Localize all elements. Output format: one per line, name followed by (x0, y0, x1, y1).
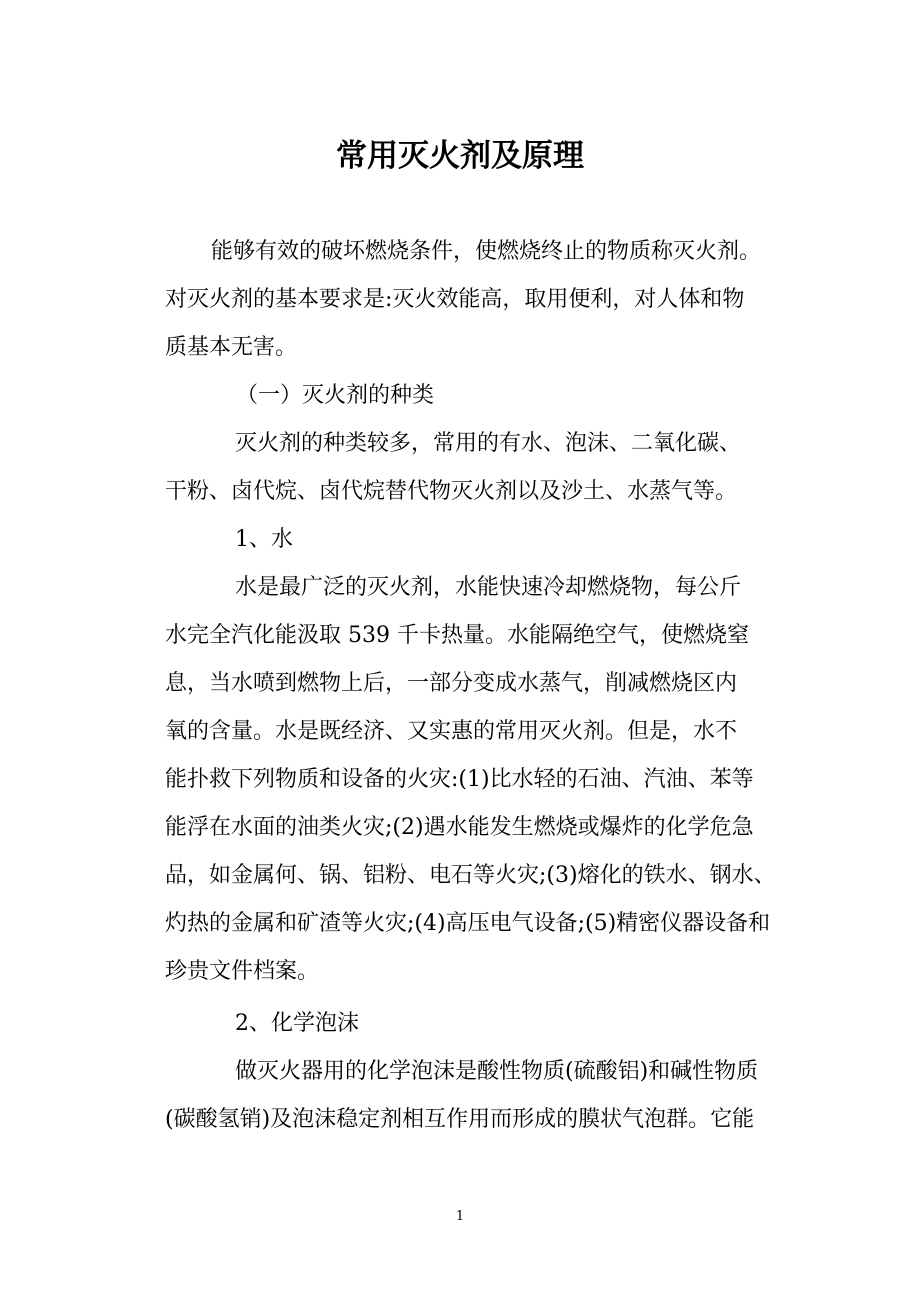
body-line: 灼热的金属和矿渣等火灾;(4)高压电气设备;(5)精密仪器设备和 (165, 911, 771, 936)
subsection-heading: 2、化学泡沫 (235, 1011, 359, 1036)
section-heading: （一）灭火剂的种类 (236, 383, 435, 408)
body-line: 息，当水喷到燃物上后，一部分变成水蒸气，削减燃烧区内 (165, 671, 738, 696)
page-number: 1 (455, 1209, 465, 1224)
subsection-heading: 1、水 (235, 527, 293, 552)
body-line: 品，如金属何、锅、铝粉、电石等火灾;(3)熔化的铁水、钢水、 (165, 863, 776, 888)
document-title: 常用灭火剂及原理 (336, 138, 584, 174)
body-line: 能扑救下列物质和设备的火灾:(1)比水轻的石油、汽油、苯等 (165, 767, 754, 792)
body-line: 干粉、卤代烷、卤代烷替代物灭火剂以及沙土、水蒸气等。 (165, 479, 738, 504)
body-line: 水是最广泛的灭火剂，水能快速冷却燃烧物，每公斤 (235, 575, 742, 600)
body-line: 能浮在水面的油类火灾;(2)遇水能发生燃烧或爆炸的化学危急 (165, 815, 754, 840)
body-line: 质基本无害。 (165, 335, 298, 360)
body-line: 氧的含量。水是既经济、又实惠的常用灭火剂。但是，水不 (165, 719, 738, 744)
body-line: 对灭火剂的基本要求是:灭火效能高，取用便利，对人体和物 (165, 287, 745, 312)
body-line: 灭火剂的种类较多，常用的有水、泡沫、二氧化碳、 (235, 431, 742, 456)
body-line: 做灭火器用的化学泡沫是酸性物质(硫酸铝)和碱性物质 (235, 1059, 759, 1084)
body-line: 能够有效的破坏燃烧条件，使燃烧终止的物质称灭火剂。 (211, 239, 762, 264)
body-line: 珍贵文件档案。 (165, 959, 320, 984)
body-line: 水完全汽化能汲取 539 千卡热量。水能隔绝空气，使燃烧窒 (165, 623, 749, 648)
body-line: (碳酸氢销)及泡沫稳定剂相互作用而形成的膜状气泡群。它能 (165, 1107, 755, 1132)
